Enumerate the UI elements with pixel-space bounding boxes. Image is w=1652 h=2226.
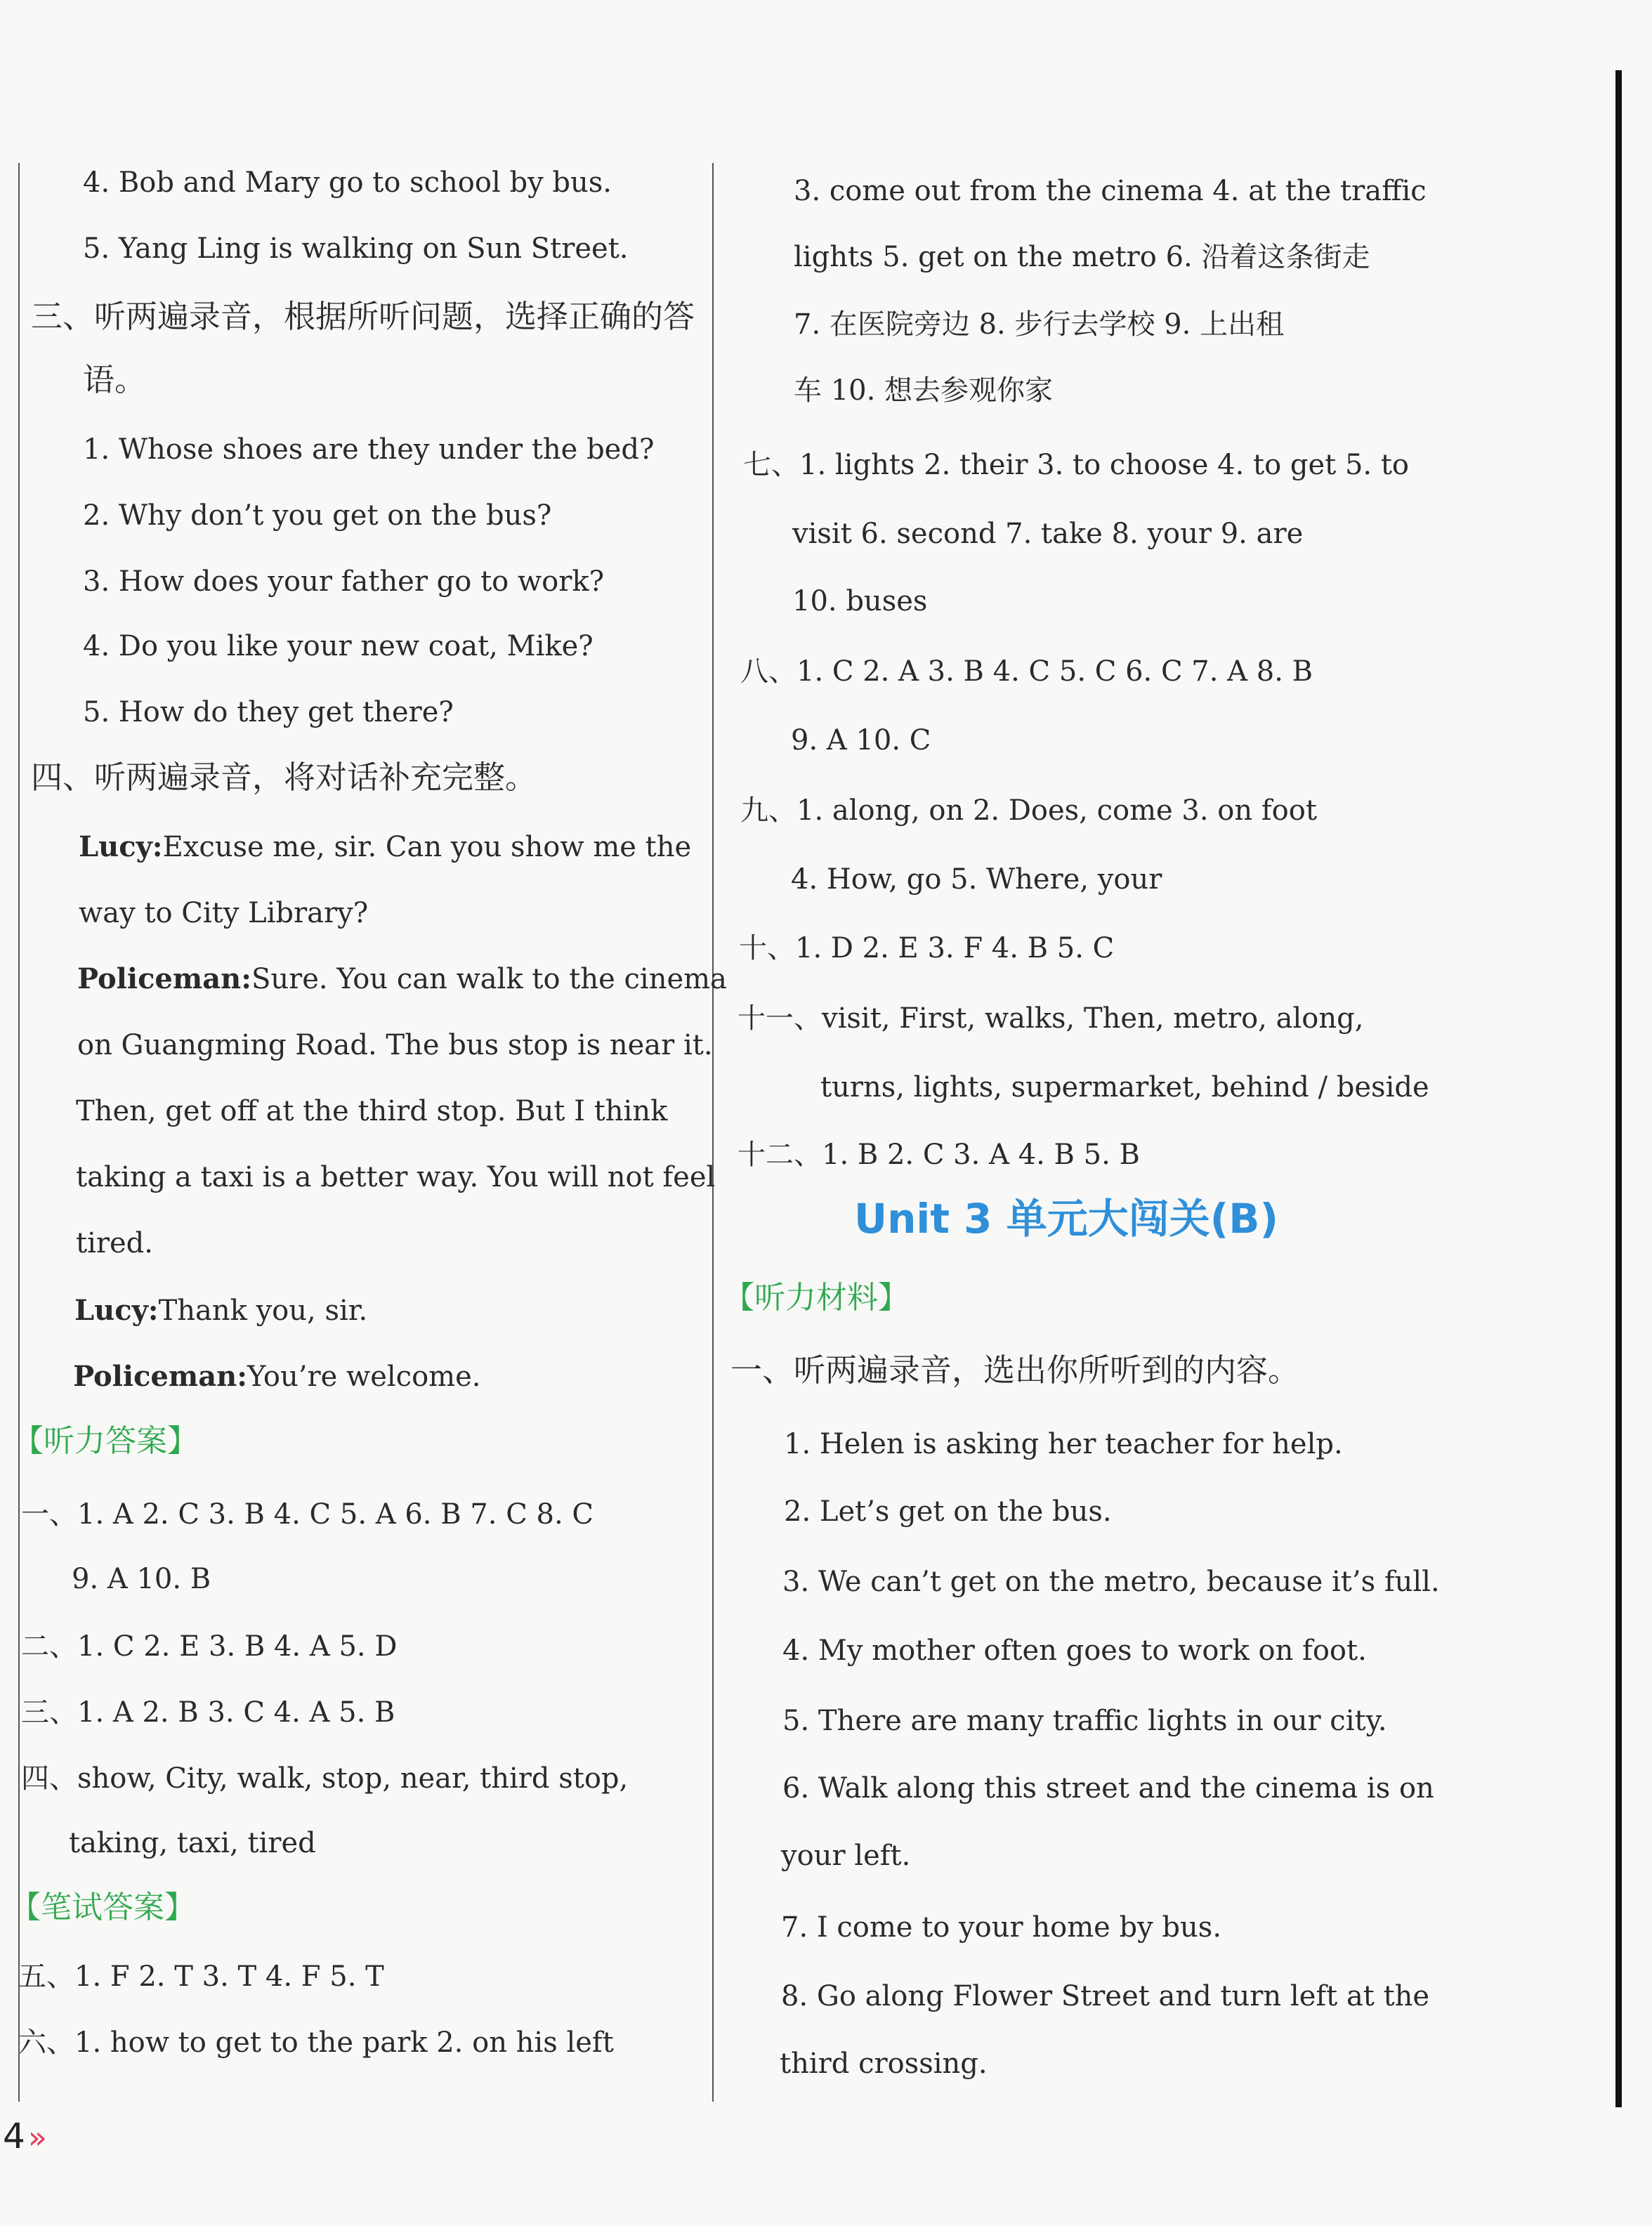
right-line-23: 6. Walk along this street and the cinema is on: [782, 1772, 1434, 1805]
left-line-5: 2. Why don’t you get on the bus?: [83, 499, 552, 532]
speech-text: Thank you, sir.: [158, 1295, 368, 1327]
right-line-14: 十二、1. B 2. C 3. A 4. B 5. B: [738, 1139, 1140, 1171]
left-line-7: 4. Do you like your new coat, Mike?: [83, 630, 594, 662]
right-line-26: 8. Go along Flower Street and turn left at the: [781, 1980, 1430, 2012]
left-line-4: 1. Whose shoes are they under the bed?: [83, 433, 655, 466]
speech-text: Excuse me, sir. Can you show me the: [162, 831, 692, 863]
right-line-17: 一、听两遍录音，选出你所听到的内容。: [730, 1351, 1300, 1389]
left-line-24: 四、show, City, walk, stop, near, third stop,: [21, 1762, 629, 1795]
speaker-label: Lucy:: [79, 830, 163, 863]
left-line-9: 四、听两遍录音，将对话补充完整。: [31, 759, 537, 796]
chevron-icon: »: [27, 2120, 47, 2156]
right-line-3: 车 10. 想去参观你家: [794, 374, 1054, 407]
left-line-6: 3. How does your father go to work?: [83, 565, 605, 598]
right-line-24: your left.: [781, 1840, 911, 1872]
speech-text: Sure. You can walk to the cinema: [251, 963, 727, 995]
right-line-15: Unit 3 单元大闯关(B): [854, 1195, 1278, 1243]
speech-text: You’re welcome.: [247, 1361, 481, 1393]
left-line-2: 三、听两遍录音，根据所听问题，选择正确的答: [31, 298, 695, 335]
left-line-12: [77, 962, 727, 995]
left-line-19: 【听力答案】: [13, 1423, 198, 1459]
left-line-20: 一、1. A 2. C 3. B 4. C 5. A 6. B 7. C 8. C: [21, 1498, 594, 1531]
right-line-7: 八、1. C 2. A 3. B 4. C 5. C 6. C 7. A 8. B: [740, 655, 1313, 688]
right-line-10: 4. How, go 5. Where, your: [791, 863, 1162, 896]
left-line-23: 三、1. A 2. B 3. C 4. A 5. B: [21, 1696, 395, 1729]
left-line-27: 五、1. F 2. T 3. T 4. F 5. T: [18, 1960, 384, 1993]
left-line-14: Then, get off at the third stop. But I think: [76, 1095, 668, 1127]
page-edge-shadow: [1615, 70, 1622, 2107]
page-number-text: 4: [3, 2116, 25, 2156]
right-line-0: 3. come out from the cinema 4. at the traffic: [794, 175, 1427, 207]
right-line-12: 十一、visit, First, walks, Then, metro, along,: [738, 1002, 1364, 1035]
left-line-25: taking, taxi, tired: [69, 1827, 316, 1859]
right-line-5: visit 6. second 7. take 8. your 9. are: [792, 518, 1304, 550]
column-divider: [712, 163, 714, 2102]
right-line-19: 2. Let’s get on the bus.: [784, 1495, 1112, 1528]
right-line-18: 1. Helen is asking her teacher for help.: [784, 1428, 1343, 1460]
left-line-17: [74, 1294, 368, 1327]
right-line-22: 5. There are many traffic lights in our city.: [782, 1705, 1387, 1737]
right-line-8: 9. A 10. C: [791, 724, 931, 757]
right-line-11: 十、1. D 2. E 3. F 4. B 5. C: [739, 932, 1115, 964]
left-line-10: [79, 830, 692, 863]
left-line-15: taking a taxi is a better way. You will not feel: [76, 1161, 716, 1193]
left-line-28: 六、1. how to get to the park 2. on his left: [18, 2027, 614, 2059]
left-margin-rule: [18, 163, 20, 2102]
left-line-11: way to City Library?: [79, 897, 369, 929]
right-line-25: 7. I come to your home by bus.: [781, 1911, 1222, 1944]
right-line-2: 7. 在医院旁边 8. 步行去学校 9. 上出租: [794, 308, 1285, 341]
left-line-3: 语。: [83, 361, 147, 398]
left-line-13: on Guangming Road. The bus stop is near it.: [77, 1029, 713, 1061]
right-line-1: lights 5. get on the metro 6. 沿着这条街走: [794, 241, 1370, 273]
right-line-4: 七、1. lights 2. their 3. to choose 4. to get 5. to: [743, 449, 1410, 481]
left-line-18: [73, 1360, 481, 1393]
right-line-21: 4. My mother often goes to work on foot.: [782, 1635, 1367, 1667]
right-line-9: 九、1. along, on 2. Does, come 3. on foot: [740, 794, 1317, 827]
right-line-20: 3. We can’t get on the metro, because it’s full.: [782, 1566, 1440, 1598]
speaker-label: Policeman:: [73, 1360, 247, 1393]
right-line-13: turns, lights, supermarket, behind / beside: [820, 1071, 1429, 1104]
left-line-22: 二、1. C 2. E 3. B 4. A 5. D: [21, 1630, 398, 1663]
left-line-0: 4. Bob and Mary go to school by bus.: [83, 166, 612, 199]
page-number: [3, 2116, 47, 2156]
left-line-26: 【笔试答案】: [10, 1890, 195, 1925]
right-line-6: 10. buses: [792, 585, 928, 617]
right-line-16: 【听力材料】: [723, 1280, 909, 1316]
left-line-1: 5. Yang Ling is walking on Sun Street.: [83, 233, 629, 265]
right-line-27: third crossing.: [780, 2048, 988, 2080]
left-line-16: tired.: [76, 1227, 153, 1259]
speaker-label: Policeman:: [77, 962, 251, 995]
left-line-8: 5. How do they get there?: [83, 696, 454, 728]
speaker-label: Lucy:: [74, 1294, 159, 1327]
left-line-21: 9. A 10. B: [72, 1563, 211, 1595]
